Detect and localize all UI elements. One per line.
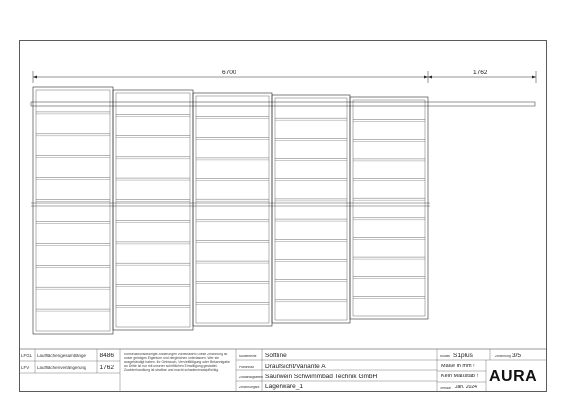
cover-segment-4 [272,95,350,323]
field-label-modellreihe: Modellreihe [239,355,257,358]
sheet-frame [20,41,547,392]
model-value: S1plus [453,353,473,359]
cover-segment-1 [33,87,113,334]
field-label-zustaendigkeiten: Zuständigkeiten [239,376,263,379]
dimension-total-label: 6700 [222,70,237,76]
lfv-value: 1762 [99,365,114,371]
cover-segment-5 [350,97,428,319]
field-label-zeichnungsnr: Zeichnungsnr. [239,386,261,389]
sheet-value: 3/5 [512,353,522,359]
cover-segment-3 [193,93,272,326]
lfv-code: LFV [21,366,30,370]
lfgl-code: LFGL [21,354,33,358]
field-value-modellreihe: Softline [265,353,287,359]
segment-inner-frame [353,100,425,316]
segment-inner-frame [275,98,347,320]
segment-inner-frame [196,96,269,323]
dimension-arrow [424,76,428,79]
scale-note: Kein Maßstab ! [441,374,478,379]
version-value: Jan. 2024 [455,385,477,390]
copyright-notice: Konstruktionsbedingte Änderungen vorbehalten! Diese Zeichnung ist unser geistiges Eigentum und dergleichen unterlassen. Wer sie ausgehändigt haben. Ihr Gebrauch, Vervielfältigung oder Bekanntgabe an Dritte ist nur mit unserer schriftlichen Einwilligung gestattet. Zuwiderhandlung ist strafbar und macht schadenersatzpflichtig. [124,353,230,372]
lfgl-label: Laufflächengesamtlänge [37,354,86,358]
sheet-label: Zeichnung [495,355,511,358]
model-label: Modell [440,355,450,358]
rail-top [31,102,535,106]
field-value-zustaendigkeiten: Saurwein Schwimmbad Technik GmbH [265,374,378,380]
version-label: Version [440,387,452,390]
dimension-extension-label: 1762 [473,70,488,76]
field-value-planinhalt: Draufsicht/Variante A [265,364,326,370]
field-label-planinhalt: Planinhalt [239,366,254,369]
dimension-arrow [428,76,432,79]
dimension-arrow [33,76,37,79]
lfv-label: Laufflächenverlängerung [37,366,87,370]
segment-inner-frame [116,93,190,327]
dimension-arrow [532,76,536,79]
segment-inner-frame [36,90,110,331]
units-note: Maße in mm ! [441,364,475,369]
lfgl-value: 8486 [99,353,114,359]
field-value-zeichnungsnr: Lagerware_1 [265,384,303,390]
aura-logo: AURA [489,368,538,385]
cover-segment-2 [113,90,193,330]
